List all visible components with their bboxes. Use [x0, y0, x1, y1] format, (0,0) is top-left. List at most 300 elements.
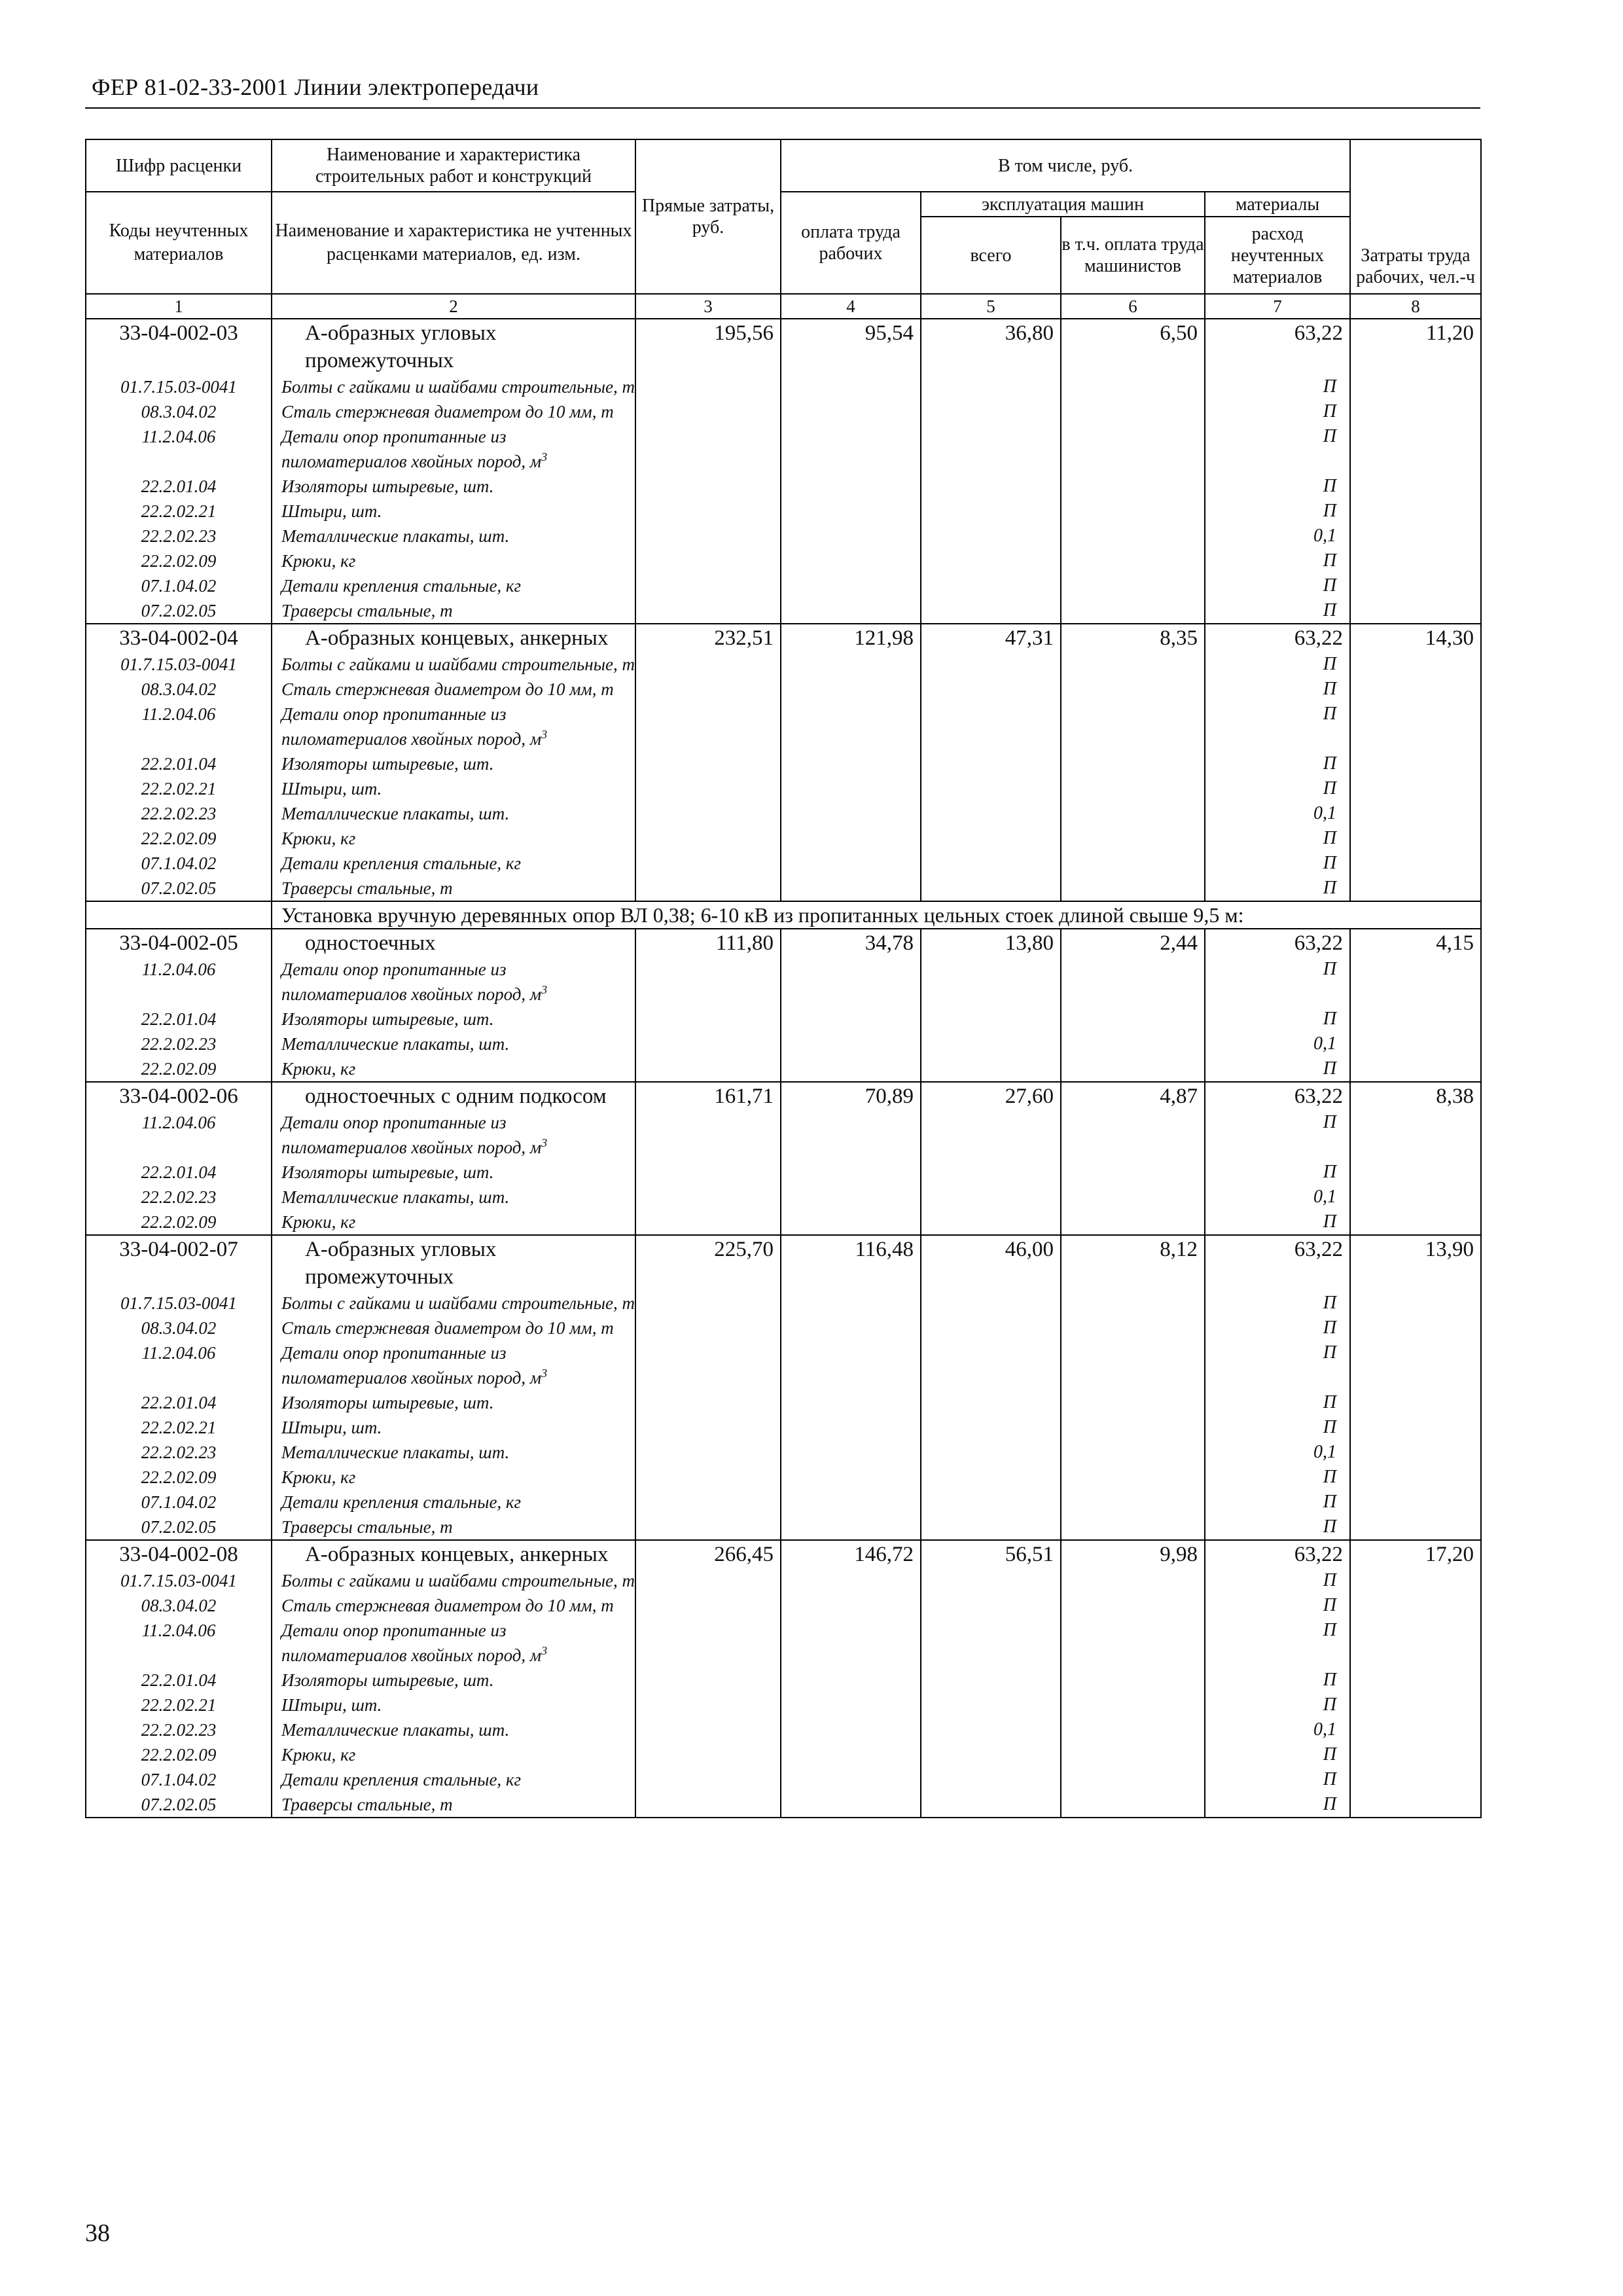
empty-cell [1350, 1593, 1481, 1618]
material-quantity: П [1205, 851, 1350, 876]
material-row [86, 374, 1481, 399]
unit-superscript: 3 [541, 728, 548, 741]
empty-cell [921, 1210, 1061, 1235]
empty-cell [921, 1390, 1061, 1415]
empty-cell [1061, 751, 1205, 776]
labor-wages: 34,78 [781, 929, 921, 957]
machinist-wages: 2,44 [1061, 929, 1205, 957]
header-v-t-ch: в т.ч. оплата труда машинистов [1061, 217, 1205, 294]
unit-superscript: 3 [541, 450, 548, 463]
empty-cell [1061, 499, 1205, 524]
material-row [86, 1490, 1481, 1515]
empty-cell [1350, 424, 1481, 474]
empty-cell [635, 826, 781, 851]
empty-cell [1350, 374, 1481, 399]
empty-cell [921, 374, 1061, 399]
material-name-text: Детали крепления стальные, кг [281, 576, 522, 596]
material-name [272, 474, 635, 499]
empty-cell [921, 1440, 1061, 1465]
empty-cell [635, 474, 781, 499]
empty-cell [1061, 957, 1205, 1007]
labor-wages: 116,48 [781, 1235, 921, 1291]
empty-cell [635, 1618, 781, 1668]
header-rashod: расход неучтенных материалов [1205, 217, 1350, 294]
rate-name: А-образных концевых, анкерных [272, 1540, 635, 1568]
material-name-text: Детали опор пропитанные из пиломатериалов хвойных пород, м [281, 960, 542, 1004]
material-quantity: П [1205, 1693, 1350, 1717]
empty-cell [1061, 1160, 1205, 1185]
empty-cell [1350, 1490, 1481, 1515]
header-rule [85, 107, 1480, 109]
rate-row [86, 624, 1481, 652]
material-code: 22.2.02.09 [86, 1465, 272, 1490]
material-name [272, 548, 635, 573]
material-quantity: П [1205, 1668, 1350, 1693]
material-name-text: Траверсы стальные, т [281, 1795, 453, 1814]
empty-cell [1350, 751, 1481, 776]
machinist-wages: 6,50 [1061, 319, 1205, 374]
col-number: 4 [781, 294, 921, 319]
material-quantity: П [1205, 598, 1350, 624]
empty-cell [921, 548, 1061, 573]
material-name [272, 702, 635, 751]
empty-cell [781, 1693, 921, 1717]
page-number: 38 [85, 2219, 110, 2247]
material-code: 22.2.02.21 [86, 776, 272, 801]
material-name [272, 1490, 635, 1515]
material-row [86, 424, 1481, 474]
material-quantity: П [1205, 1390, 1350, 1415]
machine-operation: 47,31 [921, 624, 1061, 652]
col-number: 2 [272, 294, 635, 319]
labor-wages: 146,72 [781, 1540, 921, 1568]
empty-cell [1350, 1742, 1481, 1767]
empty-cell [1350, 1056, 1481, 1082]
empty-cell [921, 801, 1061, 826]
empty-cell [1061, 1316, 1205, 1340]
material-row [86, 1767, 1481, 1792]
direct-costs: 266,45 [635, 1540, 781, 1568]
rate-code: 33-04-002-08 [86, 1540, 272, 1568]
empty-cell [1350, 1160, 1481, 1185]
empty-cell [1061, 776, 1205, 801]
material-name [272, 1515, 635, 1540]
material-name-text: Детали опор пропитанные из пиломатериалов хвойных пород, м [281, 704, 542, 749]
rate-row [86, 1540, 1481, 1568]
empty-cell [1350, 677, 1481, 702]
empty-cell [1061, 1668, 1205, 1693]
col-number: 6 [1061, 294, 1205, 319]
material-code: 07.1.04.02 [86, 1490, 272, 1515]
empty-cell [781, 702, 921, 751]
material-code: 22.2.02.09 [86, 1056, 272, 1082]
empty-cell [1061, 1340, 1205, 1390]
material-row [86, 1440, 1481, 1465]
empty-cell [781, 1618, 921, 1668]
rate-name: одностоечных [272, 929, 635, 957]
material-row [86, 1792, 1481, 1818]
material-quantity: П [1205, 1110, 1350, 1160]
rate-code: 33-04-002-05 [86, 929, 272, 957]
material-row [86, 474, 1481, 499]
material-name [272, 957, 635, 1007]
material-code: 07.2.02.05 [86, 1515, 272, 1540]
material-row [86, 1618, 1481, 1668]
empty-cell [1061, 1056, 1205, 1082]
material-code: 11.2.04.06 [86, 1110, 272, 1160]
empty-cell [1350, 573, 1481, 598]
header-vsego: всего [921, 217, 1061, 294]
material-row [86, 1056, 1481, 1082]
material-row [86, 598, 1481, 624]
rate-row [86, 319, 1481, 374]
material-quantity: П [1205, 652, 1350, 677]
unit-superscript: 3 [541, 1367, 548, 1380]
empty-cell [781, 499, 921, 524]
material-row [86, 1668, 1481, 1693]
empty-cell [781, 424, 921, 474]
empty-cell [781, 1390, 921, 1415]
rate-name: А-образных угловых промежуточных [272, 1235, 635, 1291]
material-code: 22.2.01.04 [86, 1007, 272, 1031]
empty-cell [921, 1185, 1061, 1210]
empty-cell [921, 1792, 1061, 1818]
rate-code: 33-04-002-06 [86, 1082, 272, 1110]
materials-cost: 63,22 [1205, 624, 1350, 652]
material-code: 11.2.04.06 [86, 424, 272, 474]
material-row [86, 1415, 1481, 1440]
empty-cell [921, 399, 1061, 424]
material-row [86, 1210, 1481, 1235]
material-name-text: Изоляторы штыревые, шт. [281, 1009, 494, 1029]
empty-cell [1061, 573, 1205, 598]
empty-cell [781, 1515, 921, 1540]
empty-cell [1061, 1291, 1205, 1316]
empty-cell [1350, 826, 1481, 851]
empty-cell [1350, 1465, 1481, 1490]
rates-table-container [85, 139, 1480, 1818]
empty-cell [1061, 1618, 1205, 1668]
material-quantity: П [1205, 1160, 1350, 1185]
material-code: 07.2.02.05 [86, 876, 272, 901]
materials-cost: 63,22 [1205, 1082, 1350, 1110]
material-code: 22.2.02.21 [86, 499, 272, 524]
empty-cell [1350, 1693, 1481, 1717]
material-name [272, 851, 635, 876]
machine-operation: 27,60 [921, 1082, 1061, 1110]
materials-cost: 63,22 [1205, 1235, 1350, 1291]
empty-cell [1350, 1568, 1481, 1593]
material-row [86, 1185, 1481, 1210]
material-quantity: 0,1 [1205, 1185, 1350, 1210]
material-row [86, 957, 1481, 1007]
material-code: 22.2.02.23 [86, 1717, 272, 1742]
material-quantity: П [1205, 1593, 1350, 1618]
header-naim-top: Наименование и характеристика строительных работ и конструкций [272, 139, 635, 192]
material-row [86, 548, 1481, 573]
empty-cell [1350, 1007, 1481, 1031]
empty-cell [1350, 1390, 1481, 1415]
material-row [86, 1390, 1481, 1415]
empty-cell [921, 1668, 1061, 1693]
labor-hours: 4,15 [1350, 929, 1481, 957]
material-name [272, 1210, 635, 1235]
empty-cell [921, 677, 1061, 702]
material-row [86, 399, 1481, 424]
empty-cell [635, 677, 781, 702]
material-row [86, 677, 1481, 702]
material-name [272, 652, 635, 677]
rate-code: 33-04-002-07 [86, 1235, 272, 1291]
material-name [272, 1440, 635, 1465]
material-name [272, 1717, 635, 1742]
material-quantity: П [1205, 424, 1350, 474]
empty-cell [635, 851, 781, 876]
material-code: 22.2.02.09 [86, 826, 272, 851]
material-name-text: Изоляторы штыревые, шт. [281, 476, 494, 496]
materials-cost: 63,22 [1205, 929, 1350, 957]
empty-cell [781, 1767, 921, 1792]
empty-cell [1061, 548, 1205, 573]
material-row [86, 876, 1481, 901]
empty-cell [635, 499, 781, 524]
material-name [272, 1415, 635, 1440]
col-number: 3 [635, 294, 781, 319]
empty-cell [921, 424, 1061, 474]
rate-row [86, 1082, 1481, 1110]
empty-cell [1061, 424, 1205, 474]
material-name-text: Крюки, кг [281, 1059, 356, 1079]
material-row [86, 1593, 1481, 1618]
empty-cell [921, 876, 1061, 901]
empty-cell [635, 1390, 781, 1415]
empty-cell [781, 776, 921, 801]
empty-cell [635, 1210, 781, 1235]
material-name-text: Штыри, шт. [281, 779, 382, 798]
col-number: 1 [86, 294, 272, 319]
empty-cell [921, 1465, 1061, 1490]
empty-cell [635, 751, 781, 776]
material-quantity: 0,1 [1205, 801, 1350, 826]
material-quantity: П [1205, 374, 1350, 399]
material-name [272, 1742, 635, 1767]
material-row [86, 1031, 1481, 1056]
empty-cell [921, 1618, 1061, 1668]
empty-cell [921, 702, 1061, 751]
rate-name: А-образных угловых промежуточных [272, 319, 635, 374]
material-code: 22.2.02.21 [86, 1415, 272, 1440]
direct-costs: 111,80 [635, 929, 781, 957]
empty-cell [1350, 1440, 1481, 1465]
material-row [86, 702, 1481, 751]
material-row [86, 524, 1481, 548]
material-quantity: П [1205, 1515, 1350, 1540]
material-name-text: Болты с гайками и шайбами строительные, т [281, 655, 635, 674]
material-name [272, 1340, 635, 1390]
material-name-text: Крюки, кг [281, 829, 356, 848]
material-quantity: П [1205, 1291, 1350, 1316]
empty-cell [1350, 851, 1481, 876]
empty-cell [1061, 1185, 1205, 1210]
material-row [86, 1693, 1481, 1717]
empty-cell [1350, 399, 1481, 424]
empty-cell [1061, 677, 1205, 702]
empty-cell [781, 1185, 921, 1210]
empty-cell [921, 1568, 1061, 1593]
labor-wages: 95,54 [781, 319, 921, 374]
header-naim-bottom: Наименование и характеристика не учтенных расценками материалов, ед. изм. [272, 192, 635, 294]
empty-cell [635, 1340, 781, 1390]
material-name [272, 1160, 635, 1185]
empty-cell [1061, 598, 1205, 624]
empty-cell [921, 851, 1061, 876]
empty-cell [921, 1593, 1061, 1618]
header-ekspluatacia: эксплуатация машин [921, 192, 1205, 217]
empty-cell [1061, 826, 1205, 851]
material-code: 08.3.04.02 [86, 399, 272, 424]
header-v-tom-chisle: В том числе, руб. [781, 139, 1350, 192]
empty-cell [1061, 1515, 1205, 1540]
empty-cell [1061, 1031, 1205, 1056]
empty-cell [781, 524, 921, 548]
empty-cell [1061, 399, 1205, 424]
header-oplata: оплата труда рабочих [781, 192, 921, 294]
material-code: 22.2.02.09 [86, 548, 272, 573]
empty-cell [781, 1593, 921, 1618]
material-name [272, 1390, 635, 1415]
material-quantity: П [1205, 474, 1350, 499]
material-name-text: Детали крепления стальные, кг [281, 853, 522, 873]
material-code: 07.1.04.02 [86, 851, 272, 876]
empty-cell [635, 1160, 781, 1185]
empty-cell [1061, 1440, 1205, 1465]
material-quantity: П [1205, 1618, 1350, 1668]
empty-cell [921, 1110, 1061, 1160]
material-name [272, 573, 635, 598]
material-name-text: Изоляторы штыревые, шт. [281, 1670, 494, 1690]
material-quantity: 0,1 [1205, 1031, 1350, 1056]
material-quantity: 0,1 [1205, 524, 1350, 548]
material-row [86, 1291, 1481, 1316]
rate-code: 33-04-002-04 [86, 624, 272, 652]
material-quantity: П [1205, 776, 1350, 801]
material-name-text: Металлические плакаты, шт. [281, 526, 510, 546]
rate-row [86, 929, 1481, 957]
empty-cell [1061, 1110, 1205, 1160]
material-name [272, 876, 635, 901]
material-code: 22.2.02.09 [86, 1210, 272, 1235]
direct-costs: 161,71 [635, 1082, 781, 1110]
section-row [86, 901, 1481, 929]
empty-cell [781, 399, 921, 424]
material-name [272, 1618, 635, 1668]
material-code: 07.2.02.05 [86, 1792, 272, 1818]
material-name-text: Сталь стержневая диаметром до 10 мм, т [281, 679, 614, 699]
material-code: 07.1.04.02 [86, 573, 272, 598]
material-code: 01.7.15.03-0041 [86, 374, 272, 399]
material-name-text: Траверсы стальные, т [281, 601, 453, 620]
empty-cell [1061, 1415, 1205, 1440]
empty-cell [635, 702, 781, 751]
rate-row [86, 1235, 1481, 1291]
labor-hours: 17,20 [1350, 1540, 1481, 1568]
labor-wages: 70,89 [781, 1082, 921, 1110]
material-name [272, 1465, 635, 1490]
material-name-text: Болты с гайками и шайбами строительные, т [281, 1293, 635, 1313]
empty-cell [921, 1515, 1061, 1540]
material-code: 22.2.02.21 [86, 1693, 272, 1717]
material-name [272, 1291, 635, 1316]
materials-cost: 63,22 [1205, 319, 1350, 374]
empty-cell [1061, 801, 1205, 826]
material-quantity: 0,1 [1205, 1440, 1350, 1465]
empty-cell [635, 1593, 781, 1618]
machine-operation: 13,80 [921, 929, 1061, 957]
material-code: 01.7.15.03-0041 [86, 1291, 272, 1316]
material-code: 07.2.02.05 [86, 598, 272, 624]
empty-cell [921, 1056, 1061, 1082]
empty-cell [1350, 1717, 1481, 1742]
material-name-text: Болты с гайками и шайбами строительные, т [281, 377, 635, 397]
machine-operation: 36,80 [921, 319, 1061, 374]
material-name-text: Крюки, кг [281, 1745, 356, 1765]
material-name-text: Детали опор пропитанные из пиломатериалов хвойных пород, м [281, 1113, 542, 1157]
empty-cell [635, 776, 781, 801]
material-row [86, 1316, 1481, 1340]
header-shifr: Шифр расценки [86, 139, 272, 192]
empty-cell [921, 1742, 1061, 1767]
empty-cell [635, 573, 781, 598]
material-row [86, 652, 1481, 677]
machinist-wages: 8,35 [1061, 624, 1205, 652]
empty-cell [921, 1160, 1061, 1185]
empty-cell [1350, 1185, 1481, 1210]
empty-cell [921, 573, 1061, 598]
material-name [272, 1031, 635, 1056]
material-quantity: П [1205, 876, 1350, 901]
empty-cell [781, 1440, 921, 1465]
empty-cell [921, 598, 1061, 624]
empty-cell [781, 1415, 921, 1440]
materials-cost: 63,22 [1205, 1540, 1350, 1568]
page-header-title: ФЕР 81-02-33-2001 Линии электропередачи [92, 74, 539, 100]
material-name-text: Изоляторы штыревые, шт. [281, 1393, 494, 1412]
material-code: 11.2.04.06 [86, 1618, 272, 1668]
material-name-text: Металлические плакаты, шт. [281, 804, 510, 823]
material-quantity: П [1205, 1792, 1350, 1818]
empty-cell [635, 424, 781, 474]
material-name-text: Крюки, кг [281, 1212, 356, 1232]
empty-cell [781, 1316, 921, 1340]
empty-cell [1061, 1767, 1205, 1792]
empty-cell [921, 1693, 1061, 1717]
column-number-row [86, 294, 1481, 319]
material-quantity: П [1205, 573, 1350, 598]
material-row [86, 1465, 1481, 1490]
material-quantity: П [1205, 751, 1350, 776]
material-quantity: П [1205, 1742, 1350, 1767]
empty-cell [635, 1792, 781, 1818]
empty-cell [921, 474, 1061, 499]
header-materialy: материалы [1205, 192, 1350, 217]
empty-cell [921, 1031, 1061, 1056]
empty-cell [781, 1007, 921, 1031]
material-name [272, 1593, 635, 1618]
empty-cell [635, 876, 781, 901]
material-code: 01.7.15.03-0041 [86, 652, 272, 677]
empty-cell [1350, 1668, 1481, 1693]
empty-cell [781, 548, 921, 573]
